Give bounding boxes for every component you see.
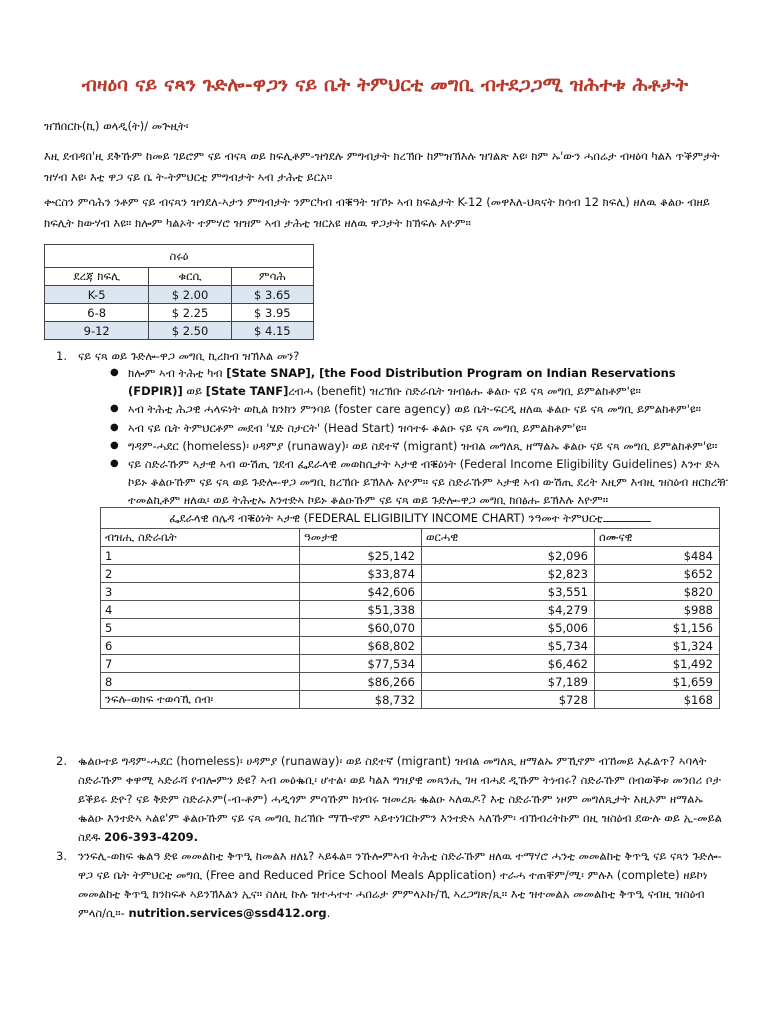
household-size-cell: 7 (101, 655, 300, 673)
federal-header: ወርሓዊ (422, 529, 595, 547)
list-item (110, 400, 728, 418)
monthly-income-cell: $6,462 (422, 655, 595, 673)
table-row (101, 547, 720, 565)
table-row (45, 286, 314, 304)
list-item (110, 419, 728, 437)
weekly-income-cell: $1,156 (595, 619, 720, 637)
price-table-header: ምሳሕ (231, 268, 313, 286)
monthly-income-cell: $5,006 (422, 619, 595, 637)
annual-income-cell: $51,338 (300, 601, 422, 619)
monthly-income-cell: $3,551 (422, 583, 595, 601)
question-number: 1. (56, 349, 67, 363)
household-size-cell: 5 (101, 619, 300, 637)
question-3 (56, 847, 726, 923)
question-body: ቈልዑተይ ግዳም-ሓደር (homeless)፡ ሀዳምያ (runaway)፡ ወይ ስደተኛ (migrant) ዝብል መግለጺ ዘማልኡ ምኺኖም ብኸመይ እፈልጥ? ኣባላት ስድራኹም ቀዋሚ ኣድራሻ የብሎምን ድዩ? ኣብ መዕቈቢ፡ ሆተል፡ ወይ ካልእ ግዝያዊ መጻንሒ ገዛ ብሓደ ዲኹም ትነብሩ? ስድራኹም በብወቕቱ መንበሪ ቦታ ይቕይሩ ድዮ? ናይ ቅድም ስድራኦም(-ብ-ቶም) ሓዲጎም ምሳኹም ክነብሩ ዝመረጹ ቈልዑ ኣለዉዶ? እቲ ስድራኹም ነዞም መግለጺታት እዚኦም ዘማልኡ ቈልዑ እንተድኣ ኣልዩ'ም ቆልዑኹም ናይ ናጻ መግቢ ክረኽቡ ማዂኖም ኣይተነገርኩምን እንተድኣ ኣለኹም፡ ብኽብረትኩም በዚ ዝስዕብ ደውሉ ወይ ኢ-መይል ስደዱ (78, 754, 722, 844)
list-item (110, 364, 728, 400)
household-size-cell: 8 (101, 673, 300, 691)
table-row (101, 601, 720, 619)
weekly-income-cell: $168 (595, 691, 720, 709)
weekly-income-cell: $1,659 (595, 673, 720, 691)
school-year-blank (603, 510, 651, 522)
breakfast-price-cell: $ 2.00 (149, 286, 231, 304)
annual-income-cell: $25,142 (300, 547, 422, 565)
question-text (78, 847, 726, 923)
contact-phone: 206-393-4209. (104, 830, 198, 844)
table-row (101, 583, 720, 601)
lunch-price-cell: $ 4.15 (231, 322, 313, 340)
monthly-income-cell: $728 (422, 691, 595, 709)
bullet-text: ረብሓ (benefit) ዝረኽቡ ስድራቤት ዝብፅሑ ቆልዑ ናይ ናጻ መግቢ ይምልከቶም'ዩ። (288, 384, 641, 399)
eligibility-bullet-list (110, 364, 728, 510)
household-size-cell: 6 (101, 637, 300, 655)
bullet-icon: ● (110, 421, 119, 433)
weekly-income-cell: $820 (595, 583, 720, 601)
bullet-icon: ● (110, 458, 119, 470)
grade-cell: K-5 (45, 286, 149, 304)
weekly-income-cell: $484 (595, 547, 720, 565)
intro-paragraph-1: እዚ ደብዳበ'ዚ ደቅኹም ከመይ ገይሮም ናይ ብናጻ ወይ ክፍሊቶም-ዝጎደሉ ምግብታት ክረኽቡ ከምዝኽእሉ ዝገልጽ እዩ፡ ክም ኡ'ውን ሓበሬታ ብዛዕባ ካልእ ጥቕምታት ዝሃብ እዩ፡ እቲ ዋጋ ናይ ቤ ት-ትምህርቲ ምግብታት ኣብ ታሕቲ ይርአ። (44, 149, 720, 184)
table-row (101, 673, 720, 691)
annual-income-cell: $77,534 (300, 655, 422, 673)
monthly-income-cell: $2,823 (422, 565, 595, 583)
federal-header: ብዝሒ ስድራቤት (101, 529, 300, 547)
price-table-caption: ስሩዕ (45, 245, 314, 268)
bullet-text: ኣብ ናይ ቤት ትምህርቶም መደብ 'ሄድ ስታርት' (Head Start) ዝሳተፉ ቆልዑ ናይ ናጻ መግቢ ይምልከቶም'ዩ። (128, 420, 587, 435)
annual-income-cell: $86,266 (300, 673, 422, 691)
price-table-header: ቁርሲ (149, 268, 231, 286)
household-size-cell: 3 (101, 583, 300, 601)
additional-person-label: ንፍሉ-ወክፍ ተወሳኺ ሰብ፡ (101, 691, 300, 709)
household-size-cell: 1 (101, 547, 300, 565)
breakfast-price-cell: $ 2.50 (149, 322, 231, 340)
table-row-additional-person (101, 691, 720, 709)
annual-income-cell: $8,732 (300, 691, 422, 709)
intro-paragraph-2: ቍርስን ምሳሕን ንቶም ናይ ብናጻን ዝጎደለ-ኣታን ምግብታት ንምርካብ ብቑዓት ዝኾኑ ኣብ ክፍልታት K-12 (መዋእለ-ህጻናት ክሳብ 12 ክፍሊ) ዘለዉ ቆልዑ ብዘይ ክፍሊት ክውሃብ እዩ። ክሎም ካልኦት ተምሃሮ ዝዝም ኣብ ታሕቲ ዝርአዩ ዘለዉ ዋጋታት ክኽፍሉ እዮም። (44, 195, 710, 230)
household-size-cell: 2 (101, 565, 300, 583)
program-name-tanf: [State TANF] (205, 384, 289, 399)
annual-income-cell: $33,874 (300, 565, 422, 583)
greeting: ዝኽበርኩ(ኪ) ወላዲ(ት)/ መጕዚት፡ (44, 119, 189, 133)
table-row (101, 565, 720, 583)
grade-cell: 6-8 (45, 304, 149, 322)
weekly-income-cell: $988 (595, 601, 720, 619)
lunch-price-cell: $ 3.65 (231, 286, 313, 304)
weekly-income-cell: $1,324 (595, 637, 720, 655)
bullet-text: ኣብ ትሕቲ ሕጋዊ ሓላፍነት ወኪል ክንክን ምንባይ (foster care agency) ወይ ቤት-ፍርዲ ዘለዉ ቆልዑ ናይ ናጻ መግቢ ይምልከቶም'ዩ። (128, 402, 701, 417)
annual-income-cell: $68,802 (300, 637, 422, 655)
question-2 (56, 752, 726, 847)
document-title: ብዛዕባ ናይ ናጻን ጉድሎ-ዋጋን ናይ ቤት ትምህርቲ መግቢ ብተደጋጋሚ ዝሕተቱ ሕቶታት (81, 74, 689, 96)
grade-cell: 9-12 (45, 322, 149, 340)
breakfast-price-cell: $ 2.25 (149, 304, 231, 322)
question-body-end: . (326, 906, 331, 920)
list-item (110, 455, 728, 510)
program-names: [State SNAP], [the Food Distribution Program on Indian Reservations (FDPIR)] (128, 366, 676, 399)
monthly-income-cell: $7,189 (422, 673, 595, 691)
bullet-icon: ● (110, 367, 119, 378)
table-row (101, 637, 720, 655)
question-text: ናይ ናጻ ወይ ጉድሎ-ዋጋ መግቢ ኪረክብ ዝኽእል መን? (78, 349, 300, 363)
bullet-icon: ● (110, 439, 119, 451)
table-row (45, 304, 314, 322)
meal-price-table (44, 244, 314, 340)
question-text (78, 752, 726, 847)
federal-header: ዓመታዊ (300, 529, 422, 547)
bullet-text: ክሎም ኣብ ትሕቲ ካብ (128, 366, 227, 380)
lunch-price-cell: $ 3.95 (231, 304, 313, 322)
list-item (110, 437, 728, 455)
federal-chart-caption (101, 508, 720, 529)
bullet-text: ናይ ስድራኹም ኣታዊ ኣብ ውሽጢ ገደብ ፌደራላዊ መወከሲታት ኣታዊ ብቑዕነት (Federal Income Eligibility Guidelines) እንተ ድኣ ኮይኑ ቆልዑኹም ናይ ናጻ ወይ ጉድሎ-ዋጋ መግቢ ክረኽቡ ይኽእሉ እዮም። ናይ ስድራኹም ኣታዊ ኣብ ውሽጢ ደረት እዚም እብዚ ዝስዕብ ዘርክረዥ ተመልኪቶም ዘለዉ፡ ወይ ትሕቲኡ እንተድኣ ኮይኑ ቆልዑኹም ናይ ናጻ ወይ ጉድሎ-ዋጋ መግቢ ክበፅሑ ይኽእሉ እዮም። (128, 457, 729, 508)
weekly-income-cell: $1,492 (595, 655, 720, 673)
contact-email-link[interactable]: nutrition.services@ssd412.org (128, 906, 327, 920)
table-row (101, 619, 720, 637)
monthly-income-cell: $5,734 (422, 637, 595, 655)
federal-income-chart (100, 507, 720, 709)
bullet-text: ወይ (182, 384, 206, 399)
annual-income-cell: $60,070 (300, 619, 422, 637)
question-number: 3. (56, 849, 67, 863)
bullet-icon: ● (110, 403, 119, 415)
question-number: 2. (56, 754, 67, 768)
federal-chart-title: ፌደራላዊ ሰሌዳ ብቑዕነት ኣታዊ (FEDERAL ELIGIBILITY INCOME CHART) ንዓመተ ትምህርቲ (169, 511, 603, 525)
question-body: ንንፍሊ-ወክፍ ቈልዓ ድዩ መመልከቲ ቅጥዒ ከመልእ ዘለኒ? ኣይፋል። ንኹሎምኣብ ትሕቲ ስድራኹም ዘለዉ ተማሃሮ ሓንቲ መመልከቲ ቅጥዒ ናይ ናጻን ጉድሎ-ዋጋ ናይ ቤት ትምህርቲ መግቢ (Free and Reduced Price School Meals Application) ተራሓ ተጠቐም/ሚ፡ ምሉእ (complete) ዘይኮነ መመልከቲ ቅጥዒ ክንከፍቶ ኣይንኽእልን ኢና። ስለዚ ኩሉ ዝተሓተተ ሓበሬታ ምምላኦኩ/ኺ ኣረጋግጽ/ጺ። እቲ ዝተመልአ መመልከቲ ቅጥዒ ናብዚ ዝስዕብ ምላስ/ሲ።- (78, 849, 722, 920)
bullet-text: ግዳም-ሓደር (homeless)፡ ሀዳምያ (runaway)፡ ወይ ስደተኛ (migrant) ዝብል መግለጺ ዘማልኡ ቆልዑ ናይ ናጻ መግቢ ይምልከቶም'ዩ። (128, 438, 718, 453)
price-table-header: ደረጃ ክፍሊ (45, 268, 149, 286)
monthly-income-cell: $2,096 (422, 547, 595, 565)
weekly-income-cell: $652 (595, 565, 720, 583)
monthly-income-cell: $4,279 (422, 601, 595, 619)
table-row (101, 655, 720, 673)
annual-income-cell: $42,606 (300, 583, 422, 601)
household-size-cell: 4 (101, 601, 300, 619)
federal-header: ሰሙናዊ (595, 529, 720, 547)
table-row (45, 322, 314, 340)
